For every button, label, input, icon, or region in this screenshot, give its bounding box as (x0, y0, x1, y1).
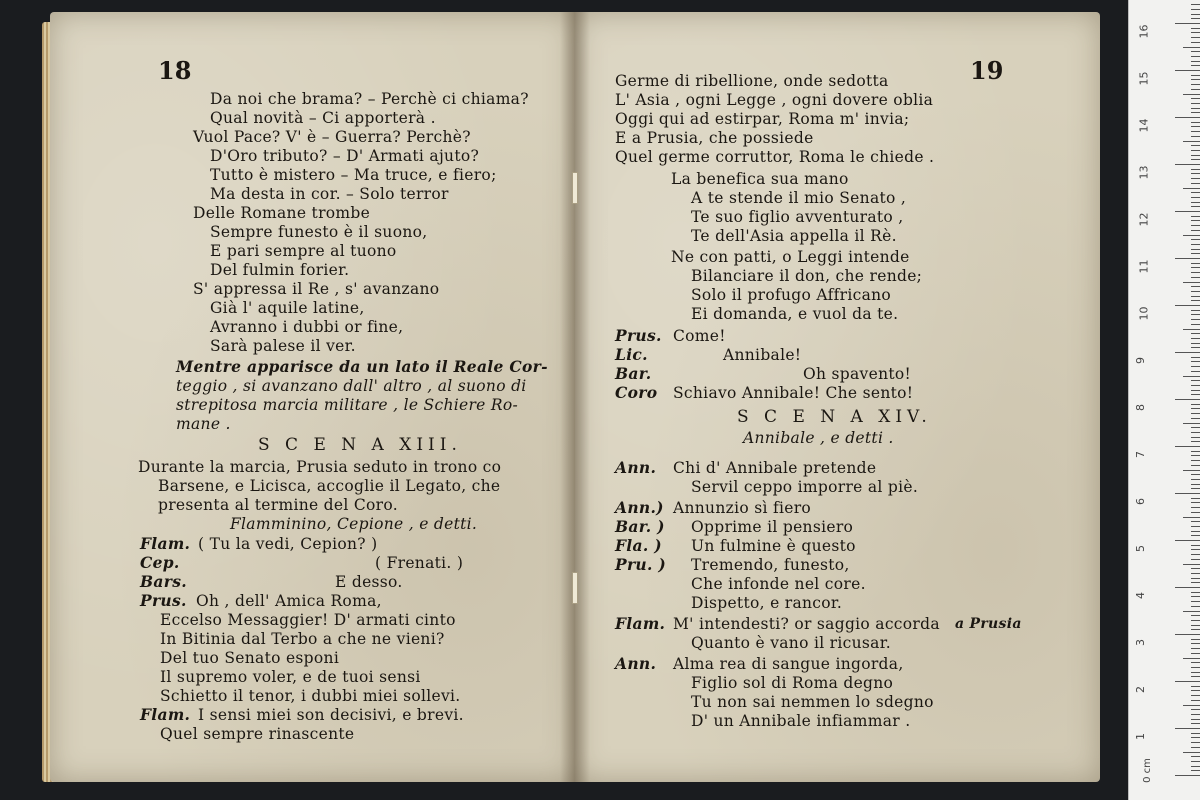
ruler-tick (1191, 582, 1200, 583)
text-line: ( Tu la vedi, Cepion? ) (198, 535, 378, 553)
ruler-tick (1183, 141, 1200, 142)
ruler-tick (1191, 714, 1200, 715)
ruler-tick (1191, 686, 1200, 687)
ruler-tick (1191, 37, 1200, 38)
text-line: Opprime il pensiero (691, 518, 854, 536)
speaker-label: Coro (615, 383, 658, 402)
ruler-tick (1191, 408, 1200, 409)
ruler-tick (1191, 568, 1200, 569)
ruler-tick (1191, 526, 1200, 527)
ruler-tick (1191, 75, 1200, 76)
ruler-tick (1191, 700, 1200, 701)
ruler-number: 8 (1134, 404, 1147, 411)
ruler-tick (1191, 437, 1200, 438)
ruler-tick (1191, 9, 1200, 10)
text-line: Figlio sol di Roma degno (691, 674, 894, 692)
speaker-label: Ann.) (615, 498, 664, 517)
ruler-tick (1183, 376, 1200, 377)
ruler-tick (1191, 512, 1200, 513)
ruler-tick (1191, 441, 1200, 442)
page-number: 19 (970, 56, 1004, 85)
ruler-tick (1175, 540, 1200, 541)
text-line: Che infonde nel core. (691, 575, 866, 593)
ruler-tick (1191, 291, 1200, 292)
ruler-tick (1191, 84, 1200, 85)
stage-direction: Mentre apparisce da un lato il Reale Cor- (176, 357, 548, 376)
ruler-tick (1191, 267, 1200, 268)
ruler-tick (1191, 183, 1200, 184)
ruler-tick (1191, 531, 1200, 532)
ruler-number: 2 (1134, 686, 1147, 693)
ruler-tick (1191, 197, 1200, 198)
text-line: Servil ceppo imporre al piè. (691, 478, 919, 496)
ruler-tick (1191, 451, 1200, 452)
text-line: Quel germe corruttor, Roma le chiede . (615, 148, 935, 166)
ruler-tick (1191, 220, 1200, 221)
ruler-tick (1175, 399, 1200, 400)
ruler-unit: 0 cm (1141, 758, 1153, 783)
ruler-tick (1183, 282, 1200, 283)
right-page (575, 12, 1100, 782)
scene-heading: S C E N A XIII. (258, 435, 462, 455)
ruler-tick (1183, 611, 1200, 612)
ruler-tick (1191, 103, 1200, 104)
ruler-tick (1191, 296, 1200, 297)
ruler-tick (1183, 235, 1200, 236)
ruler-tick (1191, 606, 1200, 607)
scene-heading: S C E N A XIV. (737, 407, 932, 427)
left-page (50, 12, 575, 782)
ruler-tick (1191, 662, 1200, 663)
ruler-tick (1191, 173, 1200, 174)
ruler-tick (1191, 18, 1200, 19)
ruler-tick (1191, 676, 1200, 677)
text-line: Solo il profugo Affricano (691, 286, 892, 304)
ruler-number: 15 (1137, 71, 1151, 86)
ruler-tick (1191, 32, 1200, 33)
text-line: Oh , dell' Amica Roma, (196, 592, 382, 610)
text-line: Eccelso Messaggier! D' armati cinto (160, 611, 456, 629)
ruler-tick (1191, 385, 1200, 386)
ruler-tick (1191, 554, 1200, 555)
ruler-tick (1191, 216, 1200, 217)
ruler-tick (1191, 507, 1200, 508)
ruler-tick (1191, 474, 1200, 475)
ruler-tick (1191, 742, 1200, 743)
ruler-tick (1183, 329, 1200, 330)
text-line: Schietto il tenor, i dubbi miei sollevi. (160, 687, 461, 705)
ruler-tick (1175, 681, 1200, 682)
ruler-tick (1191, 286, 1200, 287)
speaker-label: Ann. (615, 654, 657, 673)
ruler-tick (1175, 775, 1200, 776)
ruler-tick (1191, 310, 1200, 311)
ruler-tick (1191, 239, 1200, 240)
speaker-label: Prus. (615, 326, 662, 345)
text-line: E desso. (335, 573, 403, 591)
ruler-number: 10 (1137, 306, 1151, 321)
ruler-tick (1191, 404, 1200, 405)
text-line: Oh spavento! (803, 365, 912, 383)
text-line: I sensi miei son decisivi, e brevi. (198, 706, 464, 724)
ruler-tick (1191, 136, 1200, 137)
ruler-tick (1191, 427, 1200, 428)
ruler-tick (1191, 272, 1200, 273)
speaker-label: Bars. (140, 572, 187, 591)
stage-direction: strepitosa marcia militare , le Schiere Ro- (176, 396, 519, 414)
ruler-tick (1191, 319, 1200, 320)
text-line: Sempre funesto è il suono, (210, 223, 428, 241)
ruler-tick (1191, 521, 1200, 522)
ruler-tick (1191, 479, 1200, 480)
ruler-tick (1191, 761, 1200, 762)
measuring-ruler (1128, 0, 1200, 800)
ruler-tick (1191, 56, 1200, 57)
text-line: Schiavo Annibale! Che sento! (673, 384, 914, 402)
ruler-tick (1191, 65, 1200, 66)
ruler-tick (1191, 695, 1200, 696)
speaker-label: Cep. (140, 553, 180, 572)
text-line: Tu non sai nemmen lo sdegno (691, 693, 934, 711)
ruler-tick (1191, 314, 1200, 315)
ruler-tick (1191, 502, 1200, 503)
ruler-tick (1191, 484, 1200, 485)
ruler-tick (1191, 390, 1200, 391)
text-line: Germe di ribellione, onde sedotta (615, 72, 889, 90)
ruler-tick (1191, 629, 1200, 630)
ruler-tick (1191, 592, 1200, 593)
ruler-tick (1191, 690, 1200, 691)
ruler-tick (1191, 263, 1200, 264)
ruler-tick (1191, 371, 1200, 372)
text-line: In Bitinia dal Terbo a che ne vieni? (160, 630, 445, 648)
ruler-tick (1191, 667, 1200, 668)
ruler-tick (1191, 61, 1200, 62)
ruler-tick (1175, 258, 1200, 259)
text-line: Bilanciare il don, che rende; (691, 267, 923, 285)
ruler-tick (1191, 178, 1200, 179)
ruler-tick (1191, 230, 1200, 231)
ruler-tick (1191, 366, 1200, 367)
ruler-tick (1191, 42, 1200, 43)
ruler-tick (1191, 357, 1200, 358)
ruler-tick (1191, 159, 1200, 160)
text-line: Ma desta in cor. – Solo terror (210, 185, 449, 203)
ruler-tick (1175, 634, 1200, 635)
book-gutter (560, 12, 590, 782)
ruler-tick (1183, 188, 1200, 189)
ruler-tick (1175, 117, 1200, 118)
ruler-tick (1191, 615, 1200, 616)
ruler-tick (1183, 705, 1200, 706)
ruler-tick (1175, 164, 1200, 165)
ruler-tick (1191, 98, 1200, 99)
text-line: Come! (673, 327, 726, 345)
text-line: La benefica sua mano (671, 170, 849, 188)
text-line: Avranno i dubbi or fine, (210, 318, 404, 336)
text-line: Oggi qui ad estirpar, Roma m' invia; (615, 110, 910, 128)
ruler-tick (1191, 122, 1200, 123)
text-line: Durante la marcia, Prusia seduto in trono co (138, 458, 502, 476)
ruler-tick (1191, 333, 1200, 334)
ruler-tick (1183, 470, 1200, 471)
ruler-tick (1191, 559, 1200, 560)
ruler-tick (1191, 112, 1200, 113)
ruler-tick (1191, 455, 1200, 456)
ruler-tick (1191, 756, 1200, 757)
ruler-tick (1191, 28, 1200, 29)
text-line: M' intendesti? or saggio accorda (673, 615, 940, 633)
speaker-label: Prus. (140, 591, 187, 610)
ruler-tick (1191, 51, 1200, 52)
ruler-tick (1183, 658, 1200, 659)
ruler-tick (1191, 244, 1200, 245)
ruler-tick (1183, 47, 1200, 48)
ruler-tick (1191, 460, 1200, 461)
ruler-tick (1191, 498, 1200, 499)
stage-direction: mane . (176, 415, 231, 433)
ruler-number: 4 (1134, 592, 1147, 599)
speaker-label: Bar. ) (615, 517, 665, 536)
text-line: Tutto è mistero – Ma truce, e fiero; (210, 166, 497, 184)
text-line: A te stende il mio Senato , (691, 189, 907, 207)
ruler-tick (1191, 413, 1200, 414)
ruler-tick (1175, 493, 1200, 494)
ruler-number: 14 (1137, 118, 1151, 133)
ruler-tick (1191, 108, 1200, 109)
ruler-tick (1175, 305, 1200, 306)
ruler-tick (1175, 728, 1200, 729)
ruler-tick (1191, 639, 1200, 640)
ruler-tick (1175, 446, 1200, 447)
ruler-tick (1191, 343, 1200, 344)
text-line: Ne con patti, o Leggi intende (671, 248, 910, 266)
ruler-tick (1191, 719, 1200, 720)
text-line: E pari sempre al tuono (210, 242, 397, 260)
ruler-tick (1191, 723, 1200, 724)
ruler-tick (1175, 211, 1200, 212)
ruler-tick (1191, 155, 1200, 156)
ruler-tick (1191, 361, 1200, 362)
text-line: Quanto è vano il ricusar. (691, 634, 891, 652)
text-line: Vuol Pace? V' è – Guerra? Perchè? (193, 128, 471, 146)
ruler-tick (1175, 352, 1200, 353)
ruler-number: 12 (1137, 212, 1151, 227)
ruler-tick (1175, 23, 1200, 24)
stage-direction: teggio , si avanzano dall' altro , al suono di (176, 377, 527, 395)
ruler-tick (1191, 465, 1200, 466)
speaker-label: Flam. (140, 705, 191, 724)
ruler-number: 5 (1134, 545, 1147, 552)
ruler-tick (1191, 202, 1200, 203)
ruler-tick (1191, 770, 1200, 771)
ruler-tick (1191, 324, 1200, 325)
speaker-label: Pru. ) (615, 555, 667, 574)
ruler-tick (1191, 14, 1200, 15)
ruler-tick (1183, 564, 1200, 565)
ruler-tick (1175, 70, 1200, 71)
ruler-tick (1191, 643, 1200, 644)
text-line: Quel sempre rinascente (160, 725, 355, 743)
ruler-tick (1191, 169, 1200, 170)
text-line: Annibale! (723, 346, 802, 364)
text-line: Te dell'Asia appella il Rè. (691, 227, 897, 245)
ruler-tick (1183, 752, 1200, 753)
ruler-tick (1191, 733, 1200, 734)
ruler-tick (1191, 535, 1200, 536)
ruler-tick (1191, 418, 1200, 419)
page-number: 18 (158, 56, 192, 85)
characters-line: Flamminino, Cepione , e detti. (230, 515, 478, 533)
binding-stitch (572, 572, 578, 604)
ruler-tick (1191, 709, 1200, 710)
ruler-tick (1191, 150, 1200, 151)
ruler-number: 7 (1134, 451, 1147, 458)
ruler-number: 16 (1137, 24, 1151, 39)
ruler-tick (1191, 488, 1200, 489)
text-line: ( Frenati. ) (375, 554, 464, 572)
text-line: Te suo figlio avventurato , (691, 208, 904, 226)
text-line: Chi d' Annibale pretende (673, 459, 877, 477)
ruler-tick (1191, 380, 1200, 381)
ruler-tick (1191, 206, 1200, 207)
ruler-tick (1191, 253, 1200, 254)
ruler-tick (1191, 300, 1200, 301)
text-line: Alma rea di sangue ingorda, (673, 655, 904, 673)
ruler-tick (1191, 573, 1200, 574)
ruler-tick (1191, 131, 1200, 132)
text-line: Da noi che brama? – Perchè ci chiama? (210, 90, 529, 108)
characters-line: Annibale , e detti . (743, 429, 894, 447)
text-line: D'Oro tributo? – D' Armati ajuto? (210, 147, 480, 165)
ruler-number: 11 (1137, 259, 1151, 274)
text-line: Annunzio sì fiero (673, 499, 812, 517)
ruler-tick (1191, 766, 1200, 767)
speaker-label: Fla. ) (615, 536, 662, 555)
ruler-tick (1191, 620, 1200, 621)
ruler-tick (1191, 145, 1200, 146)
speaker-label: Flam. (140, 534, 191, 553)
text-line: Delle Romane trombe (193, 204, 371, 222)
text-line: Dispetto, e rancor. (691, 594, 843, 612)
ruler-tick (1191, 338, 1200, 339)
text-line: Sarà palese il ver. (210, 337, 356, 355)
ruler-number: 1 (1134, 733, 1147, 740)
open-book (50, 12, 1100, 782)
text-line: D' un Annibale infiammar . (691, 712, 911, 730)
speaker-label: Ann. (615, 458, 657, 477)
ruler-tick (1191, 89, 1200, 90)
text-line: Tremendo, funesto, (691, 556, 850, 574)
ruler-tick (1191, 4, 1200, 5)
ruler-tick (1191, 578, 1200, 579)
text-line: S' appressa il Re , s' avanzano (193, 280, 440, 298)
ruler-tick (1191, 347, 1200, 348)
ruler-tick (1191, 648, 1200, 649)
ruler-number: 9 (1134, 357, 1147, 364)
ruler-tick (1183, 94, 1200, 95)
ruler-tick (1191, 653, 1200, 654)
speaker-label: Bar. (615, 364, 652, 383)
ruler-tick (1191, 737, 1200, 738)
text-line: Qual novità – Ci apporterà . (210, 109, 436, 127)
text-line: Già l' aquile latine, (210, 299, 365, 317)
speaker-label: Flam. (615, 614, 666, 633)
text-line: Del fulmin forier. (210, 261, 350, 279)
ruler-tick (1191, 672, 1200, 673)
ruler-tick (1183, 517, 1200, 518)
text-line: Del tuo Senato esponi (160, 649, 340, 667)
ruler-tick (1191, 625, 1200, 626)
text-line: Ei domanda, e vuol da te. (691, 305, 899, 323)
ruler-tick (1191, 596, 1200, 597)
text-line: Il supremo voler, e de tuoi sensi (160, 668, 421, 686)
ruler-tick (1191, 126, 1200, 127)
ruler-tick (1191, 225, 1200, 226)
ruler-tick (1191, 432, 1200, 433)
ruler-tick (1191, 192, 1200, 193)
ruler-tick (1191, 549, 1200, 550)
ruler-tick (1183, 423, 1200, 424)
ruler-tick (1191, 545, 1200, 546)
ruler-tick (1191, 394, 1200, 395)
ruler-tick (1191, 79, 1200, 80)
binding-stitch (572, 172, 578, 204)
ruler-tick (1191, 249, 1200, 250)
ruler-tick (1191, 601, 1200, 602)
ruler-tick (1191, 277, 1200, 278)
ruler-tick (1175, 587, 1200, 588)
ruler-number: 13 (1137, 165, 1151, 180)
text-line: Un fulmine è questo (691, 537, 856, 555)
text-line: presenta al termine del Coro. (158, 496, 398, 514)
ruler-number: 3 (1134, 639, 1147, 646)
ruler-number: 6 (1134, 498, 1147, 505)
text-line: Barsene, e Licisca, accoglie il Legato, che (158, 477, 501, 495)
text-line: E a Prusia, che possiede (615, 129, 814, 147)
stage-direction: a Prusia (955, 616, 1022, 632)
speaker-label: Lic. (615, 345, 648, 364)
ruler-tick (1191, 747, 1200, 748)
text-line: L' Asia , ogni Legge , ogni dovere oblia (615, 91, 934, 109)
